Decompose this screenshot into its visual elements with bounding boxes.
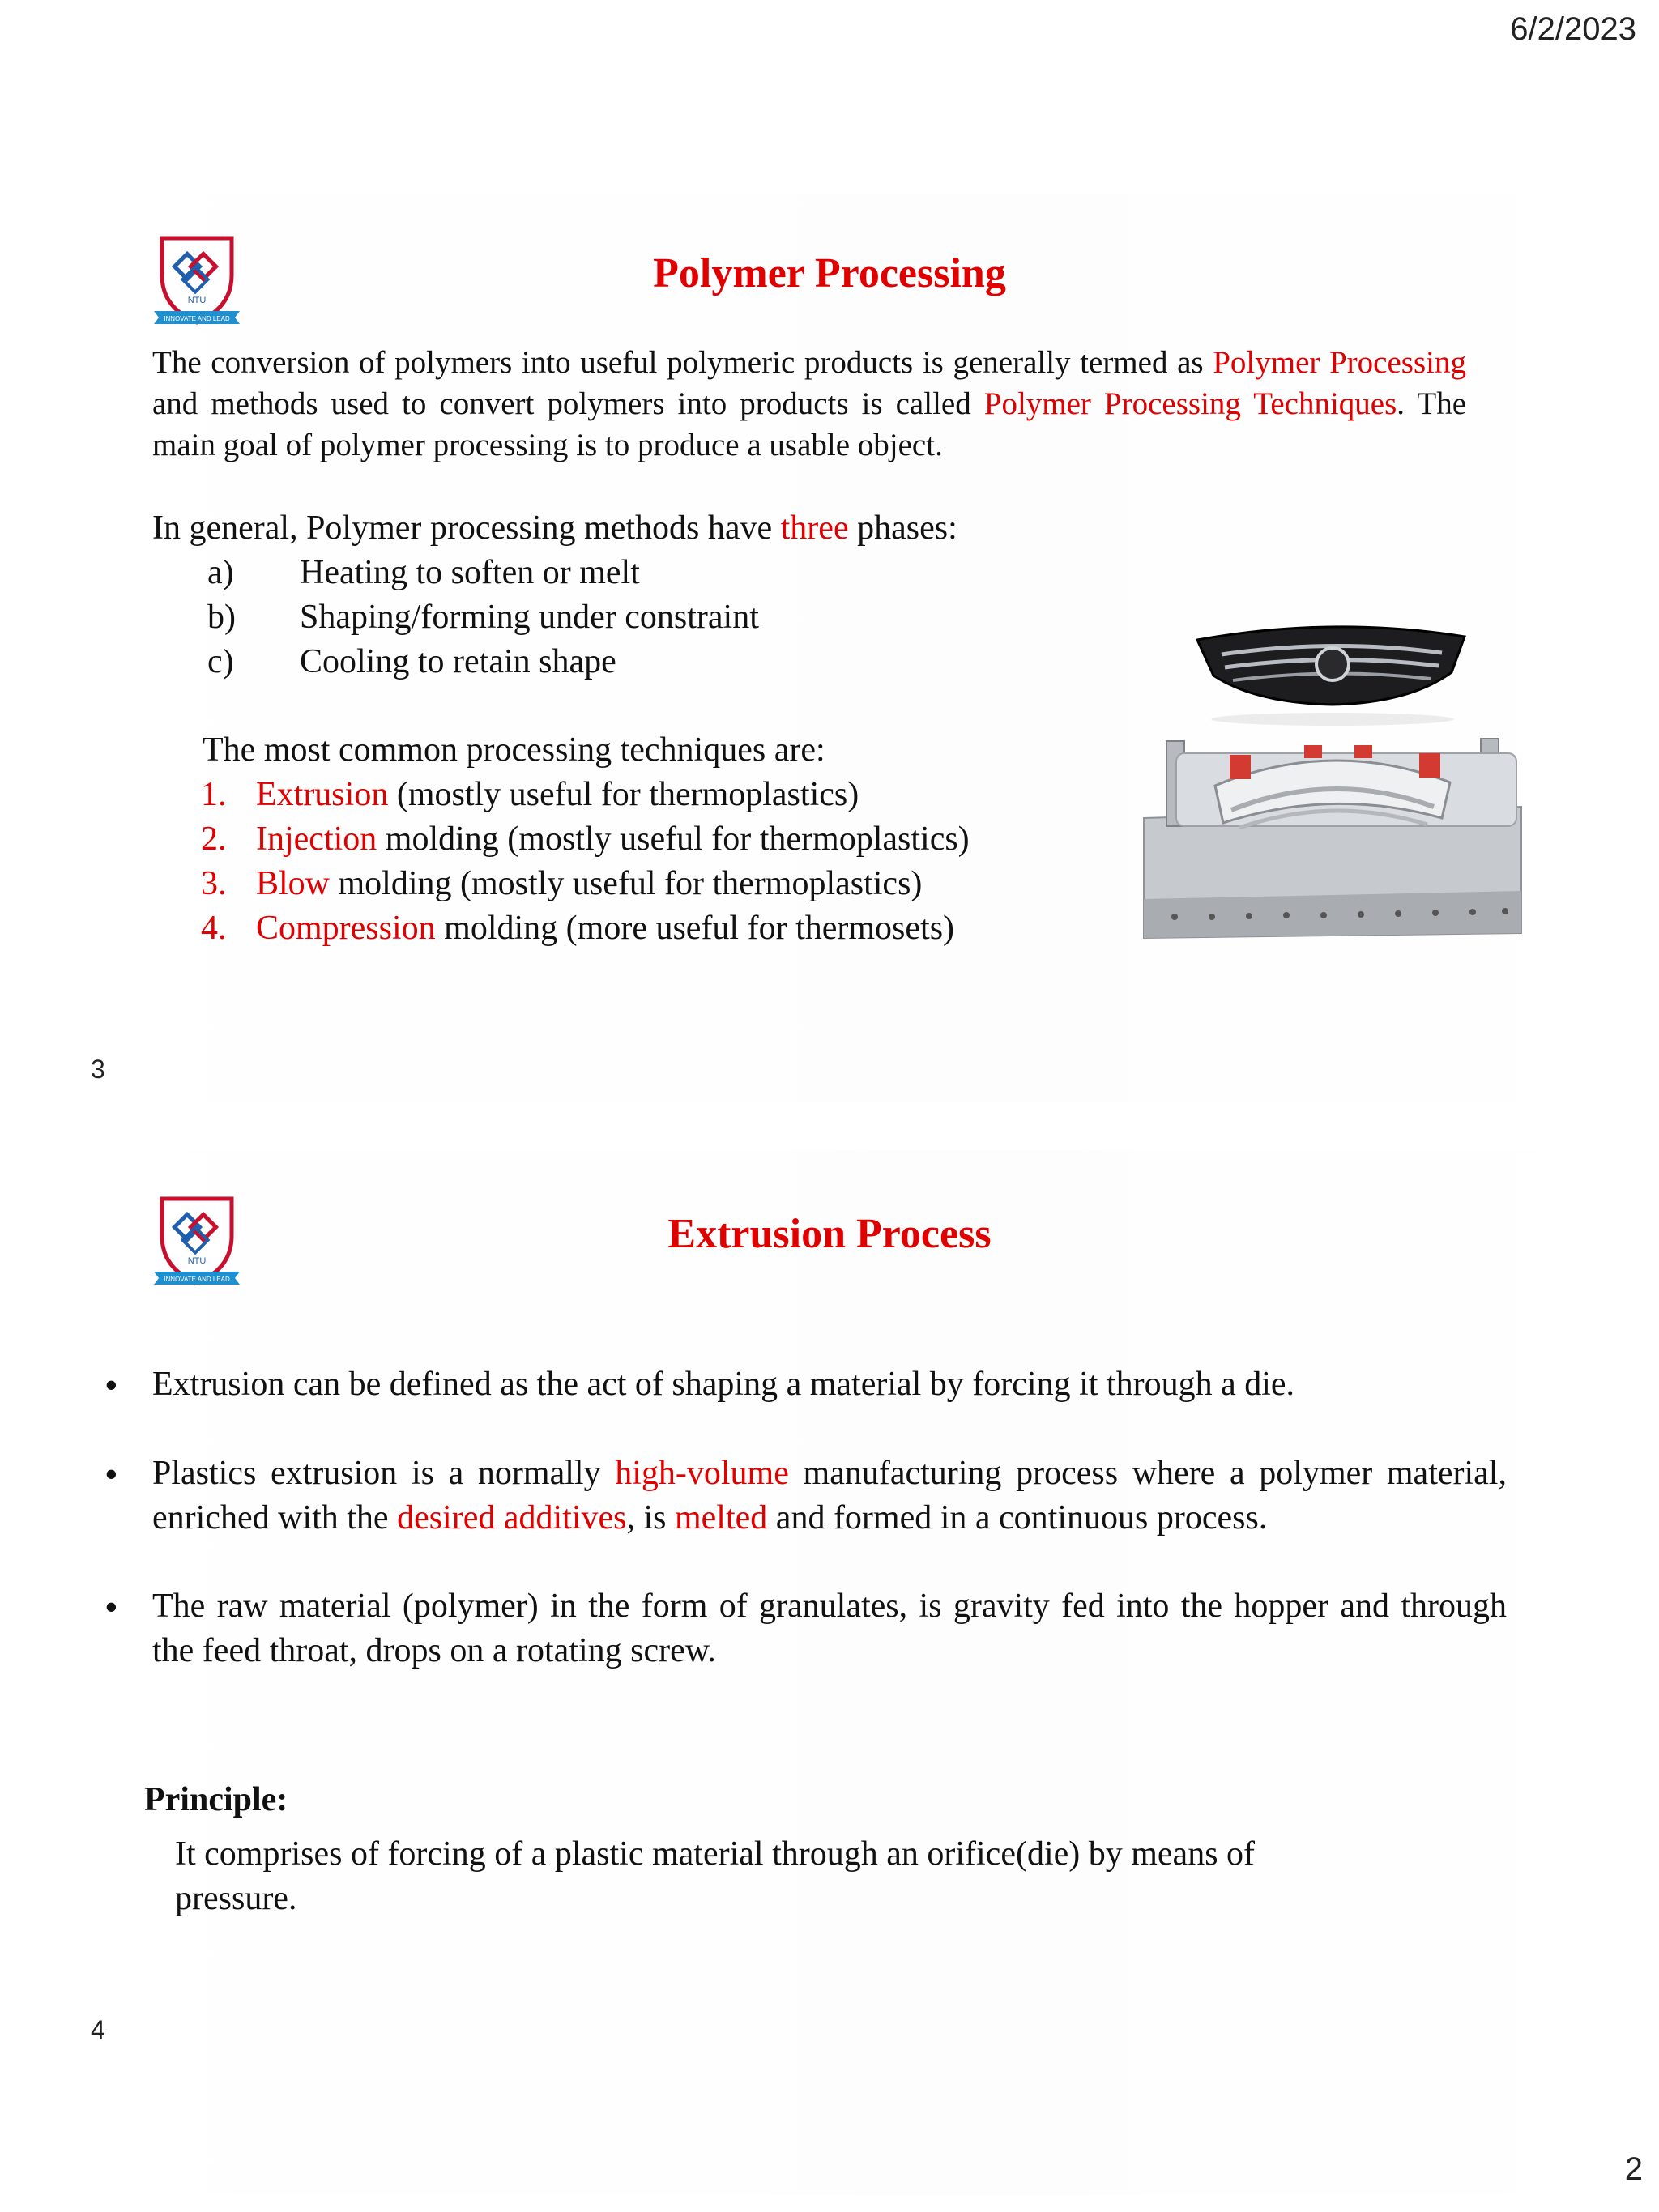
date-header: 6/2/2023 bbox=[1510, 11, 1636, 47]
slide-number: 3 bbox=[91, 1055, 105, 1084]
bullet-item: • Extrusion can be defined as the act of shaping a material by forcing it through a die. bbox=[105, 1362, 1507, 1407]
svg-text:INNOVATE AND LEAD: INNOVATE AND LEAD bbox=[164, 1276, 230, 1283]
principle-text: It comprises of forcing of a plastic material through an orifice(die) by means of pressure. bbox=[175, 1835, 1256, 1917]
bullet-item: • The raw material (polymer) in the form of granulates, is gravity fed into the hopper and through the feed throat, drops on a rotating screw. bbox=[105, 1584, 1507, 1673]
slide-extrusion-process bbox=[0, 1150, 1659, 2195]
page-number: 2 bbox=[1624, 2151, 1643, 2187]
svg-text:NTU: NTU bbox=[187, 296, 207, 305]
techniques-lead: The most common processing techniques are: bbox=[203, 731, 825, 769]
phases-lead: In general, Polymer processing methods have three phases: bbox=[152, 509, 957, 547]
slide-polymer-processing: NTU INNOVATE AND LEAD Polymer Processing The conversion of polymers into useful polymeric products is generally termed as Polymer Processing and methods used to convert polymers into products is called Polymer Processing Techniques. The main goal of polymer processing is to produce a usable object. In general, Polymer processing methods have three phases: a) Heating to soften or melt b) Shaping/forming under constraint c) Cooling to retain shape The most common processing techniques are: 1. Extrusion (mostly useful for thermoplastics) 2. Injection molding (mostly useful for thermoplastics) 3. Blow molding (mostly useful for thermoplastics) 4. Compression molding (more useful for thermosets) 3 bbox=[0, 194, 1659, 1102]
principle-label: Principle: bbox=[144, 1781, 288, 1818]
bullet-item: • Plastics extrusion is a normally high-volume manufacturing process where a polymer material, enriched with the desired additives, is melted and formed in a continuous process. bbox=[105, 1451, 1507, 1541]
svg-text:INNOVATE AND LEAD: INNOVATE AND LEAD bbox=[164, 315, 230, 322]
mold-and-grille-image bbox=[1134, 616, 1531, 1102]
svg-text:NTU: NTU bbox=[187, 1256, 207, 1266]
bullet-icon: • bbox=[105, 1455, 117, 1493]
intro-paragraph: The conversion of polymers into useful polymeric products is generally termed as Polymer Processing and methods used to convert polymers into products is called Polymer Processing Techniques. The main goal of polymer processing is to produce a usable object. bbox=[152, 345, 1467, 462]
slide-title: Polymer Processing bbox=[653, 250, 1006, 296]
bullet-icon: • bbox=[105, 1588, 117, 1626]
slide-number: 4 bbox=[91, 2015, 105, 2044]
bullet-icon: • bbox=[105, 1366, 117, 1404]
slide-title: Extrusion Process bbox=[667, 1211, 992, 1257]
